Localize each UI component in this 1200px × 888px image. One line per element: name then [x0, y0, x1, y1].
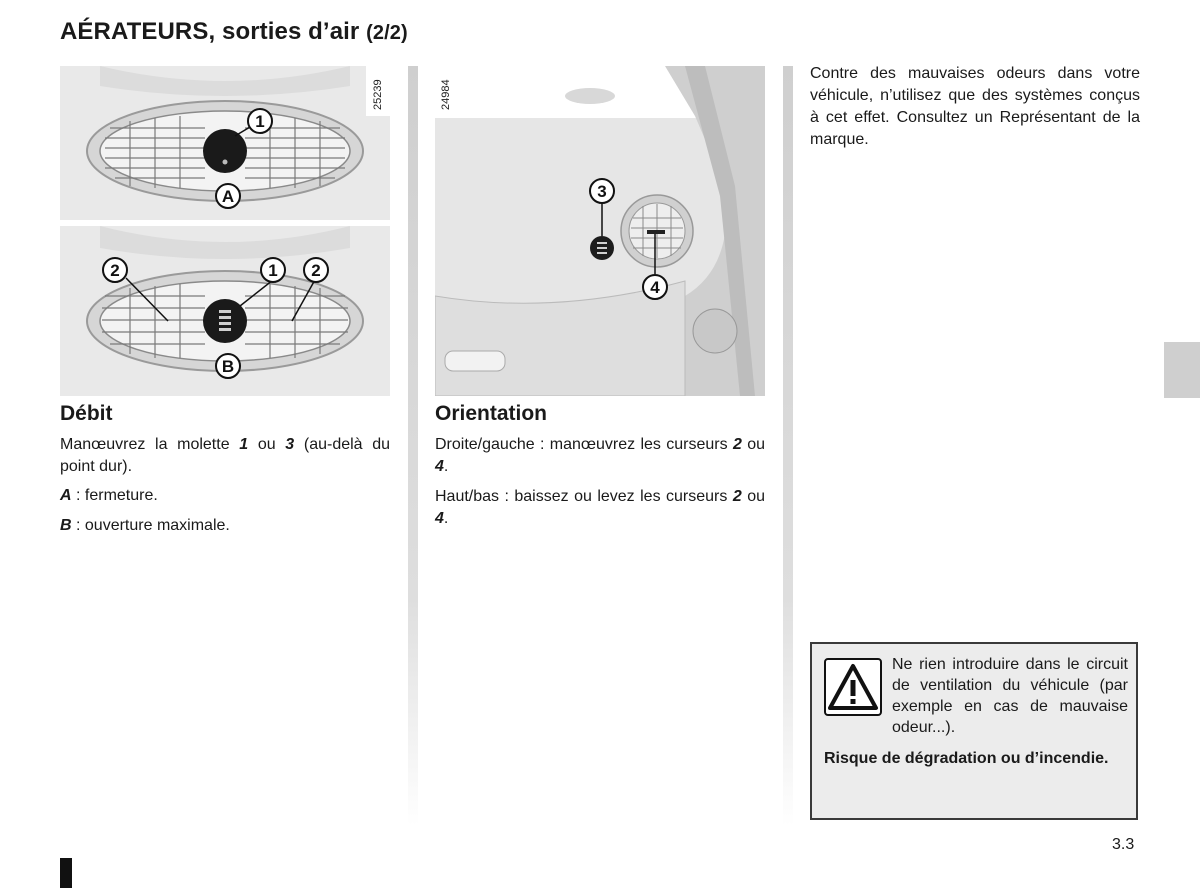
figure-vent-closed [60, 66, 390, 220]
orient-key-4: 4 [435, 458, 444, 475]
callout-3: 3 [597, 182, 607, 201]
section-tab-marker [1164, 342, 1200, 398]
page-number: 3.3 [1112, 836, 1135, 853]
callout-b: B [221, 357, 235, 376]
callout-1-bottom: 1 [268, 261, 278, 280]
debit-key-1: 1 [239, 436, 249, 453]
debit-paragraph [60, 434, 390, 478]
orient-text-1: Droite/gauche : manœuvrez les curseurs [435, 436, 733, 453]
callout-a: A [221, 187, 235, 206]
orientation-paragraph-2 [435, 486, 765, 530]
orientation-paragraph-1 [435, 434, 765, 478]
column-separator-1 [408, 66, 418, 826]
orient-text-6: . [443, 510, 449, 527]
heading-orientation: Orientation [435, 402, 548, 425]
callout-2-left: 2 [110, 261, 120, 280]
callout-2-right: 2 [311, 261, 321, 280]
item-b-key: B [60, 517, 72, 534]
figure-code-middle: 24984 [440, 79, 452, 110]
warning-triangle-icon [824, 658, 882, 716]
item-b-text: : ouverture maximale. [71, 517, 230, 534]
callout-4: 4 [650, 278, 660, 297]
debit-text-3: (au-delà du point dur). [60, 436, 391, 475]
item-a-text: : fermeture. [71, 487, 158, 504]
vent-open-illustration [60, 226, 390, 396]
vent-closed-illustration [60, 66, 390, 220]
page-title [60, 18, 408, 46]
orient-text-4: Haut/bas : baissez ou levez les curseurs [435, 488, 733, 505]
debit-key-3: 3 [285, 436, 295, 453]
title-main: AÉRATEURS, sorties d’air [60, 18, 360, 45]
column-separator-2 [783, 66, 793, 826]
warning-box [810, 642, 1138, 820]
orient-key-4b: 4 [435, 510, 444, 527]
debit-text-2: ou [248, 436, 286, 453]
figure-side-vent [435, 66, 765, 396]
figure-code-left: 25239 [372, 79, 384, 110]
heading-debit: Débit [60, 402, 113, 425]
orient-key-2: 2 [732, 436, 742, 453]
title-sub: (2/2) [366, 22, 408, 44]
orient-text-5: ou [741, 488, 765, 505]
right-intro-paragraph: Contre des mauvaises odeurs dans votre véhicule, n’utilisez que des systèmes conçus à cet effet. Consultez un Représentant de la marque. [810, 65, 1140, 148]
warning-strong-text: Risque de dégradation ou d’incendie. [824, 750, 1109, 767]
figure-vent-open [60, 226, 390, 396]
warning-text: Ne rien introduire dans le circuit de ventilation du véhicule (par exemple en cas de mauvaise odeur...). [892, 656, 1128, 736]
orient-text-2: ou [741, 436, 765, 453]
orient-text-3: . [443, 458, 449, 475]
side-vent-illustration [435, 66, 765, 396]
debit-text-1: Manœuvrez la molette [60, 436, 240, 453]
callout-1: 1 [255, 112, 265, 131]
debit-item-b [60, 515, 390, 537]
orient-key-2b: 2 [732, 488, 742, 505]
debit-item-a [60, 485, 390, 507]
item-a-key: A [60, 487, 72, 504]
edge-bar [60, 858, 72, 888]
